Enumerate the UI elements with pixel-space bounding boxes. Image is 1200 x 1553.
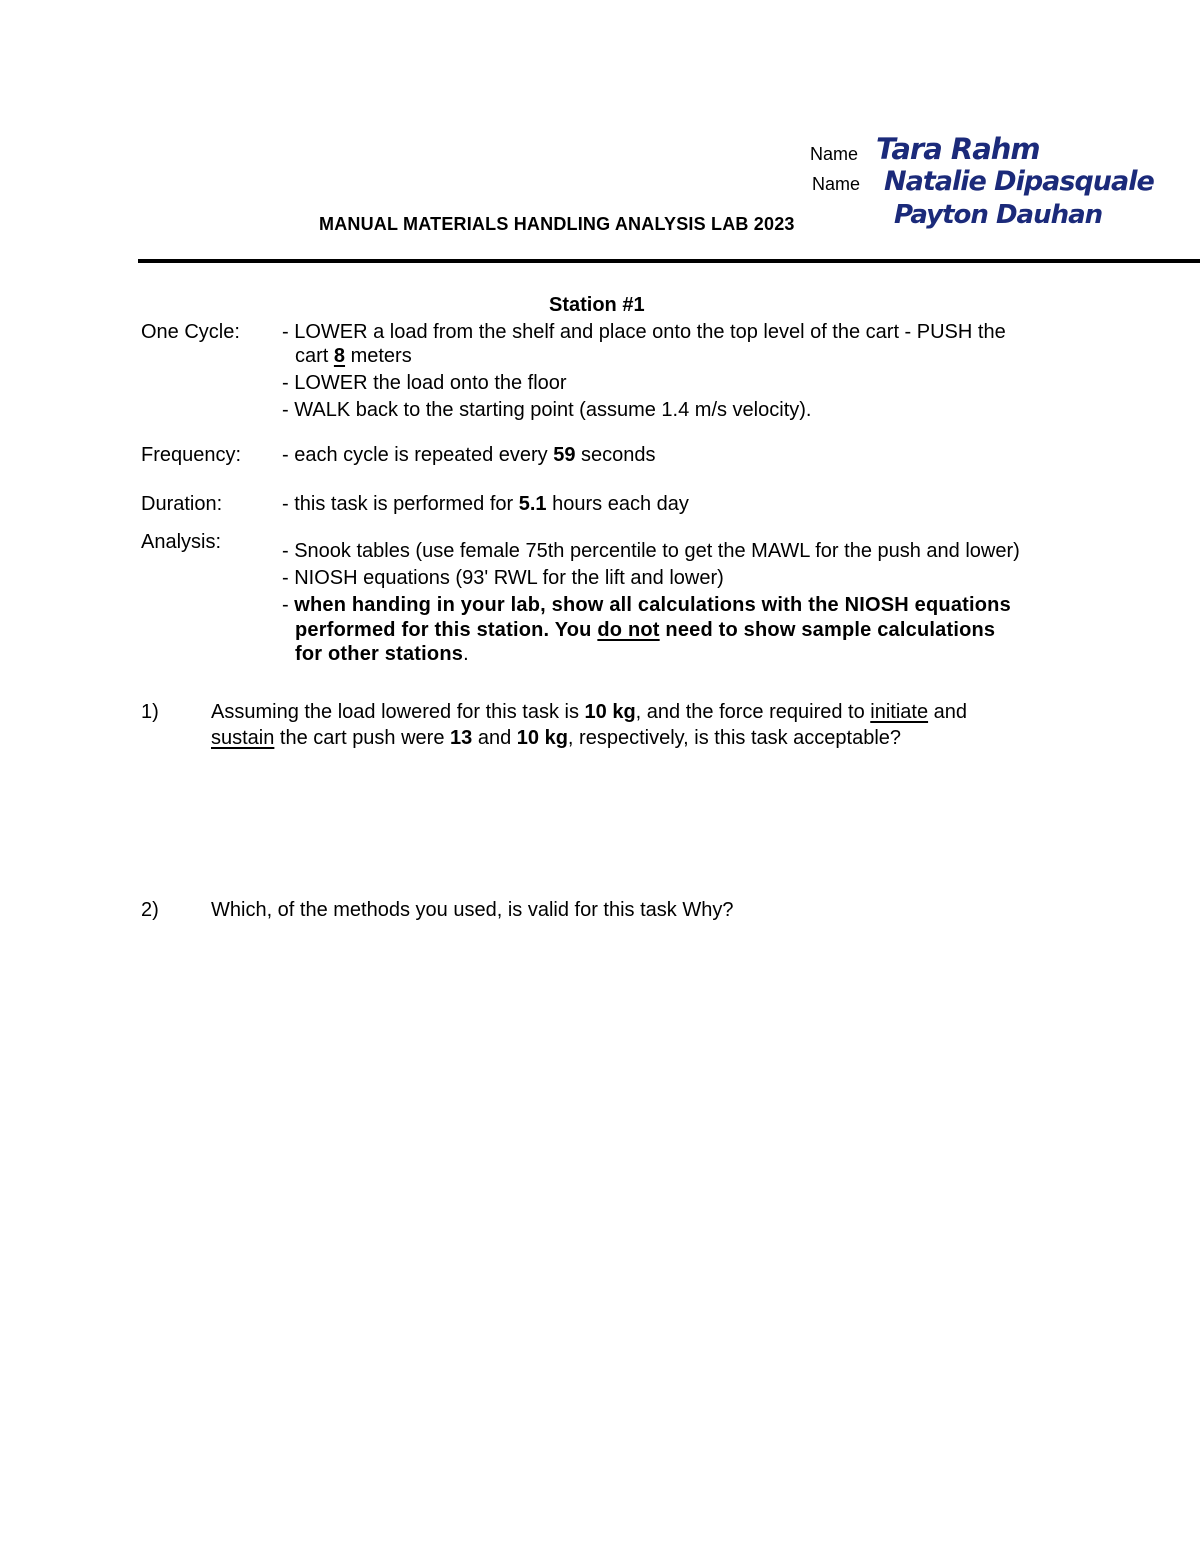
question-1-number: 1) [141, 701, 159, 723]
duration-label: Duration: [141, 493, 223, 515]
duration-text: - this task is performed for 5.1 hours each day [282, 493, 689, 515]
cart-distance-value: 8 [333, 345, 346, 367]
question-1-line-2: sustain the cart push were 13 and 10 kg, respectively, is this task acceptable? [211, 727, 902, 749]
analysis-line-1: - Snook tables (use female 75th percentile to get the MAWL for the push and lower) [282, 540, 1020, 562]
document-title: MANUAL MATERIALS HANDLING ANALYSIS LAB 2023 [319, 214, 795, 234]
analysis-line-3: - when handing in your lab, show all calculations with the NIOSH equations [282, 594, 1011, 616]
do-not-emphasis: do not [597, 619, 660, 641]
header-rule [138, 259, 1200, 263]
analysis-line-2: - NIOSH equations (93' RWL for the lift and lower) [282, 567, 724, 589]
signature-2: Natalie Dipasquale [884, 166, 1154, 197]
duration-value: 5.1 [518, 493, 547, 515]
one-cycle-line-1: - LOWER a load from the shelf and place onto the top level of the cart - PUSH the [282, 321, 1006, 343]
signature-1: Tara Rahm [876, 132, 1040, 166]
one-cycle-line-3: - LOWER the load onto the floor [282, 372, 567, 394]
name-label-1: Name [810, 144, 859, 164]
frequency-label: Frequency: [141, 444, 242, 466]
analysis-line-4: performed for this station. You do not need to show sample calculations [295, 619, 996, 641]
frequency-value: 59 [553, 444, 576, 466]
analysis-line-5: for other stations. [295, 643, 469, 665]
question-2-number: 2) [141, 899, 159, 921]
station-title: Station #1 [549, 294, 645, 316]
analysis-label: Analysis: [141, 531, 222, 553]
name-label-2: Name [812, 174, 861, 194]
one-cycle-label: One Cycle: [141, 321, 240, 343]
one-cycle-line-2: cart 8 meters [295, 345, 412, 367]
frequency-text: - each cycle is repeated every 59 seconds [282, 444, 656, 466]
one-cycle-line-4: - WALK back to the starting point (assume 1.4 m/s velocity). [282, 399, 812, 421]
question-1-line-1: Assuming the load lowered for this task is 10 kg, and the force required to initiate and [211, 701, 968, 723]
signature-3: Payton Dauhan [894, 200, 1103, 230]
question-2-text: Which, of the methods you used, is valid for this task Why? [211, 899, 734, 921]
